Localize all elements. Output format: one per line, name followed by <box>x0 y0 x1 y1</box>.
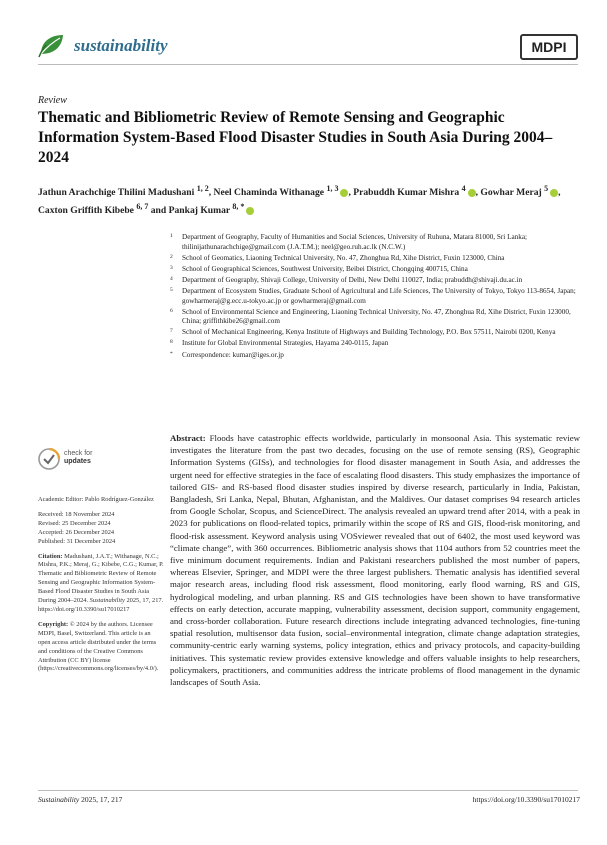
affiliation: 6 School of Environmental Science and Engineering, Liaoning Technical University, No. 47, Zhonghua Rd, Xihe District, Fuxin 123000, China; griffithkibe26@gmail.com <box>170 307 571 326</box>
author[interactable]: Caxton Griffith Kibebe $^{6, 7}$ <box>38 202 149 217</box>
abstract-label: Abstract: <box>170 433 206 443</box>
publisher-logo[interactable]: MDPI <box>520 34 578 60</box>
author[interactable]: Pankaj Kumar $^{8, *}$ <box>169 205 255 216</box>
citation-doi-link[interactable]: 2025, 17, 217. https://doi.org/10.3390/su17010217 <box>38 597 164 613</box>
author-list: Jathun Arachchige Thilini Madushani $^{1, 2}$, Neel Chaminda Withanage $^{1, 3}$ , Prabuddh Kumar Mishra $^4$ , Gowhar Meraj $^5$ , Caxton Griffith Kibebe $^{6, 7}$ and Pankaj Kumar $^{8, *}$ <box>38 184 561 217</box>
published-date: Published: 31 December 2024 <box>38 537 116 545</box>
article-dates <box>38 511 164 547</box>
affiliation: 8 Institute for Global Environmental Strategies, Hayama 240-0115, Japan <box>170 339 389 348</box>
affiliations <box>170 233 580 362</box>
copyright-block: Copyright: © 2024 by the authors. Licensee MDPI, Basel, Switzerland. This article is an open access article distributed under the terms and conditions of the Creative Commons Attribution (CC BY) license (https://creativecommons.org/licenses/by/4.0/). <box>38 620 159 673</box>
revised-date: Revised: 25 December 2024 <box>38 519 111 527</box>
journal-header <box>38 30 578 60</box>
journal-name[interactable]: sustainability <box>74 36 168 55</box>
orcid-icon[interactable] <box>550 189 558 197</box>
correspondence: * Correspondence: kumar@iges.or.jp <box>170 350 284 359</box>
header-divider <box>38 64 578 65</box>
check-for-updates[interactable] <box>38 448 118 474</box>
orcid-icon[interactable] <box>340 189 348 197</box>
author[interactable]: Neel Chaminda Withanage $^{1, 3}$ <box>214 187 349 198</box>
affiliation: 5 Department of Ecosystem Studies, Graduate School of Agricultural and Life Sciences, The University of Tokyo, Tokyo 113-8654, Japan; gowharmeraj@g.ecc.u-tokyo.ac.jp or gowharmeraj@gmail.com <box>170 286 576 305</box>
paper-title: Thematic and Bibliometric Review of Remote Sensing and Geographic Information System-Based Flood Disaster Studies in South Asia During 2004–2024 <box>38 109 553 166</box>
accepted-date: Accepted: 26 December 2024 <box>38 528 115 536</box>
article-info-sidebar <box>38 496 164 680</box>
affiliation: 4 Department of Geography, Shivaji College, University of Delhi, New Delhi 110027, India; prabuddh@shivaji.du.ac.in <box>170 275 523 284</box>
citation-block: Citation: Madushani, J.A.T.; Withanage, N.C.; Mishra, P.K.; Meraj, G.; Kibebe, C.G.; Kumar, P. Thematic and Bibliometric Review of Remote Sensing and Geographic Information System-Based Flood Disaster Studies in South Asia During 2004–2024. Sustainability 2025, 17, 217. https://doi.org/10.3390/su17010217 <box>38 552 164 613</box>
affiliation: 2 School of Geomatics, Liaoning Technical University, No. 47, Zhonghua Rd, Xihe District, Fuxin 123000, China <box>170 253 505 262</box>
affiliation: 3 School of Geographical Sciences, Southwest University, Beibei District, Chongqing 400715, China <box>170 264 468 273</box>
leaf-logo-icon <box>38 32 66 58</box>
author[interactable]: Prabuddh Kumar Mishra $^4$ <box>353 187 475 198</box>
footer-citation: Sustainability 2025, 17, 217 <box>38 795 123 804</box>
author[interactable]: Jathun Arachchige Thilini Madushani $^{1, 2}$ <box>38 184 209 199</box>
footer-divider <box>38 790 578 791</box>
abstract <box>170 432 580 688</box>
academic-editor: Academic Editor: Pablo Rodríguez-González <box>38 496 154 503</box>
received-date: Received: 18 November 2024 <box>38 510 115 518</box>
check-for-updates-label: check for updates <box>64 450 93 465</box>
affiliation: 7 School of Mechanical Engineering, Kenya Institute of Highways and Building Technology, P.O. Box 57511, Nairobi 0200, Kenya <box>170 328 556 337</box>
orcid-icon[interactable] <box>246 207 254 215</box>
abstract-text: Floods have catastrophic effects worldwide, particularly in monsoonal Asia. This systematic review investigates the literature from the past two decades, focusing on the use of remote sensing (RS), Geographic Information Systems (GISs), and technologies for flood disaster management in South Asia, and addresses the urgent need for effective strategies in the face of escalating flood disasters. This study emphasizes the importance of tailored GIS- and RS-based flood disaster studies inspired by diverse research, particularly in India, Pakistan, Bangladesh, Sri Lanka, Nepal, Bhutan, Afghanistan, and the Maldives. Our dataset comprises 94 research articles from Google Scholar, Scopus, and ScienceDirect. The analysis revealed an upward trend after 2014, with a peak in 2023 for publications on flood-related topics, primarily within the scope of RS and GIS, flood-risk monitoring, and flood-risk assessment. Keyword analysis using VOSviewer revealed that out of 6402, the most used keyword was “climate change”, with 360 occurrences. Bibliometric analysis shows that 1104 authors from 52 countries meet the five minimum document requirements. Indian and Pakistani researchers published the most number of papers, whereas Elsevier, Springer, and MDPI were the three largest publishers. Thematic analysis has identified several major research areas, including flood risk assessment, flood monitoring, early flood warning, RS and GIS, hydrological modeling, and urban planning. RS and GIS technologies have been shown to have transformative effects on early detection, accurate mapping, vulnerability assessment, decision support, community engagement, and cross-border collaboration. Future research directions include integrating advanced technologies, fine-tuning spatial resolution, multisensor data fusion, social–environmental integration, climate change adaptation strategies, community-centric early warning systems, policy integration, ethics and privacy protocols, and capacity-building initiatives. This systematic review provides extensive knowledge and offers valuable insights to help researchers, policymakers, practitioners, and communities address the intricate problems of flood management in the dynamic landscapes of South Asia. <box>170 433 580 688</box>
author[interactable]: Gowhar Meraj $^5$ <box>480 187 558 198</box>
check-for-updates-icon <box>38 448 60 470</box>
footer-doi-link[interactable]: https://doi.org/10.3390/su17010217 <box>472 795 580 804</box>
affiliation: 1 Department of Geography, Faculty of Humanities and Social Sciences, University of Ruhuna, Matara 81000, Sri Lanka; thilinijathunarachchige@gmail.com (J.A.T.M.); neel@geo.ruh.ac.lk (N.C.W.) <box>170 233 528 251</box>
orcid-icon[interactable] <box>468 189 476 197</box>
article-type: Review <box>38 95 67 106</box>
